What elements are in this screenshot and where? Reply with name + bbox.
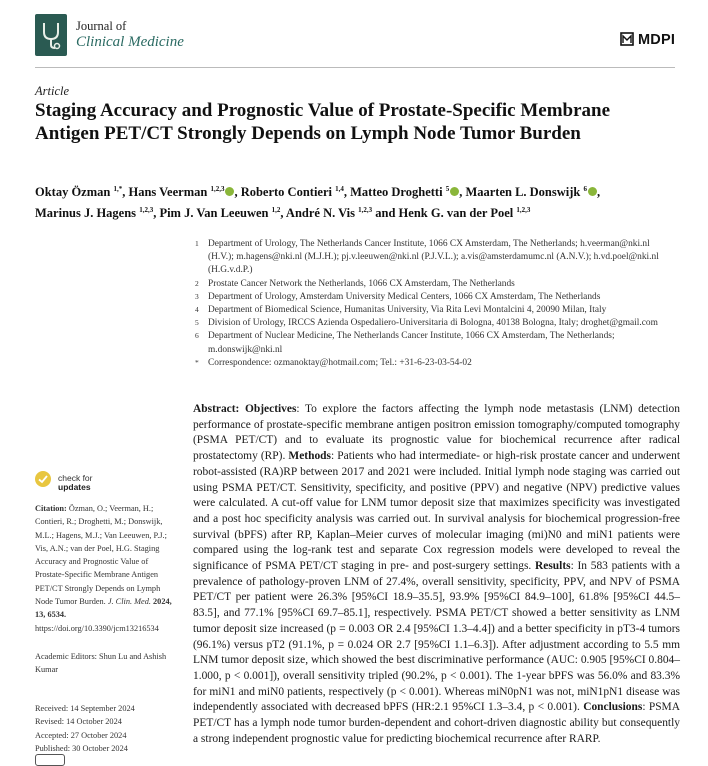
affiliation-item — [195, 278, 675, 291]
authors-line-1: Oktay Özman $^{1,*}$, Hans Veerman $^{1,2,3}$ , Roberto Contieri $^{1,4}$, Matteo Droghetti $^5$ , Maarten L. Donswijk $^6$ , — [35, 185, 601, 200]
header-divider — [35, 67, 675, 68]
abstract — [193, 402, 680, 747]
affiliation-list — [195, 238, 675, 370]
affiliation-number: 4 — [195, 305, 199, 315]
affiliation-text: Prostate Cancer Network the Netherlands, 1066 CX Amsterdam, The Netherlands — [208, 278, 515, 289]
results-label: Results — [535, 560, 571, 573]
correspondence-item — [195, 357, 675, 370]
objectives-text: : To explore the factors affecting the lymph node metastasis (LNM) detection performance of prostate-specific membrane antigen positron emission tomography/computed tomography (PSMA PET/CT) and to evaluate its prognostic value for biochemical recurrence after radical prostatectomy (RP). — [193, 403, 680, 463]
abstract-heading: Abstract: — [193, 403, 240, 415]
citation-label: Citation: — [35, 504, 67, 513]
affiliation-item — [195, 304, 675, 317]
affiliation-item — [195, 291, 675, 304]
orcid-icon[interactable] — [450, 187, 459, 196]
orcid-icon[interactable] — [588, 187, 597, 196]
affiliation-text: Department of Urology, The Netherlands Cancer Institute, 1066 CX Amsterdam, The Netherlands; h.veerman@nki.nl (H.V.); m.hagens@nki.nl (M.J.H.); pj.v.leeuwen@nki.nl (P.J.V.L.); a.vis@amsterdamumc.nl (A.N.V.); h.vd.poel@nki.nl (H.G.v.d.P.) — [208, 239, 659, 276]
doi-link[interactable]: https://doi.org/10.3390/jcm13216534 — [35, 623, 159, 633]
affiliation-number: 5 — [195, 318, 199, 328]
journal-logo — [35, 14, 67, 56]
citation-journal: J. Clin. Med. — [107, 597, 151, 607]
results-text: : In 583 patients with a prevalence of pathology-proven LNM of 27.4%, overall sensitivity, specificity, PPV, and NPV of PSMA PET/CT per patient were 26.3% [95%CI 18.9–35.5], 93.9% [95%CI 84.9–100], 61.8% [95%CI 44.5–83.5], and 77.1% [95%CI 69.7–85.1], respectively. PSMA PET/CT showed a better sensitivity as LNM tumor deposit size increased (p = 0.003 OR 2.4 [95%CI 1.3–4.4]) and a better specificity in pT3-4 tumors (96.1%) versus pT2 (91.1%, p = 0.024 OR 2.7 [95%CI 1.1–6.3]). After adjustment according to 5.5 mm LNM tumor deposit size, which showed the best discriminative performance (AUC: 0.905 [95%CI 0.804–1.000, p < 0.001]), overall sensitivity tripled (90.2%, p < 0.001). The 1-year bPFS was 56.0% and 83.3% for miN1 and miN0 patients, respectively (p < 0.001). Whereas miN0pN1 was not, miN1pN1 disease was independently associated with decreased bPFS (HR:2.1 95%CI 1.3–3.4, p < 0.001). — [193, 560, 680, 714]
affiliation-text: Department of Urology, Amsterdam University Medical Centers, 1066 CX Amsterdam, The Netherlands — [208, 291, 601, 302]
authors-line-2: Marinus J. Hagens $^{1,2,3}$, Pim J. Van Leeuwen $^{1,2}$, André N. Vis $^{1,2,3}$ and Henk G. van der Poel $^{1,2,3}$ — [35, 206, 531, 221]
affiliation-text: Department of Nuclear Medicine, The Netherlands Cancer Institute, 1066 CX Amsterdam, The Netherlands; m.donswijk@nki.nl — [208, 331, 615, 355]
affiliation-number: 1 — [195, 239, 199, 248]
affiliation-text: Division of Urology, IRCCS Azienda Ospedaliero-Universitaria di Bologna, 40138 Bologna, Italy; droghet@gmail.com — [208, 318, 658, 329]
affiliation-item — [195, 238, 675, 278]
journal-prefix: Journal of — [76, 19, 127, 33]
objectives-label: Objectives — [244, 403, 297, 415]
check-updates-icon — [35, 471, 51, 487]
citation-block — [35, 502, 175, 635]
conclusions-text: : PSMA PET/CT has a lymph node tumor burden-dependent and cohort-driven diagnostic ability but consequently a strong independent prognostic value for predicting biochemical recurrence after RARP. — [193, 701, 680, 745]
citation-text: Özman, O.; Veerman, H.; Contieri, R.; Droghetti, M.; Donswijk, M.L.; Hagens, M.J.; Van Leeuwen, P.J.; Vis, A.N.; van der Poel, H.G. Staging Accuracy and Prognostic Value of Prostate-Specific Membrane Antigen PET/CT Strongly Depends on Lymph Node Tumor Burden. — [35, 504, 167, 607]
accepted-date: Accepted: 27 October 2024 — [35, 730, 127, 740]
journal-name: Clinical Medicine — [76, 34, 184, 50]
published-date: Published: 30 October 2024 — [35, 743, 128, 753]
author-list — [35, 180, 685, 222]
orcid-icon[interactable] — [225, 187, 234, 196]
affiliation-number: * — [195, 357, 199, 367]
affiliation-number: 6 — [195, 331, 199, 341]
revised-date: Revised: 14 October 2024 — [35, 717, 122, 727]
affiliation-number: 3 — [195, 291, 199, 301]
affiliation-number: 2 — [195, 278, 199, 288]
methods-label: Methods — [288, 450, 331, 463]
publisher-name: MDPI — [638, 32, 676, 48]
article-title: Staging Accuracy and Prognostic Value of Prostate-Specific Membrane Antigen PET/CT Strongly Depends on Lymph Node Tumor Burden — [35, 100, 611, 144]
stethoscope-icon — [39, 20, 63, 50]
check-updates-line-1[interactable]: check for — [58, 473, 93, 483]
received-date: Received: 14 September 2024 — [35, 704, 135, 713]
correspondence-text: Correspondence: ozmanoktay@hotmail.com; Tel.: +31-6-23-03-54-02 — [208, 357, 472, 368]
affiliation-item — [195, 330, 675, 356]
article-type: Article — [35, 84, 70, 98]
mdpi-mark-icon — [620, 32, 634, 46]
affiliation-text: Department of Biomedical Science, Humanitas University, Via Rita Levi Montalcini 4, 20090 Milan, Italy — [208, 305, 607, 316]
publication-dates — [35, 702, 175, 755]
citation-volume: 2024, 13, 6534. — [35, 597, 172, 620]
conclusions-label: Conclusions — [583, 701, 643, 714]
mdpi-logo[interactable] — [620, 31, 675, 49]
affiliation-item — [195, 317, 675, 330]
cc-license-icon[interactable] — [35, 754, 65, 766]
methods-text: : Patients who had intermediate- or high-risk prostate cancer and underwent robot-assisted (RA)RP between 2017 and 2021 were included. Initial lymph node staging was carried out using PSMA PET/CT. Sensitivity, specificity, and positive (PPV) and negative (NPV) predictive values were calculated. A cut-off value for LNM tumor deposit size that maximizes specificity was investigated and a post hoc specificity analysis was carried out. In survival analysis for biochemical progression-free survival (bPFS) after RP, Kaplan–Meier curves of molecular imaging (mi)N0 and miN1 patients were compared using the log-rank test and separate Cox regression models were developed to reveal the significance of PSMA PET/CT staging in pre- and post-surgery settings. — [193, 450, 680, 573]
academic-editors: Academic Editors: Shun Lu and Ashish Kumar — [35, 652, 167, 675]
check-updates-line-2[interactable]: updates — [58, 482, 91, 492]
